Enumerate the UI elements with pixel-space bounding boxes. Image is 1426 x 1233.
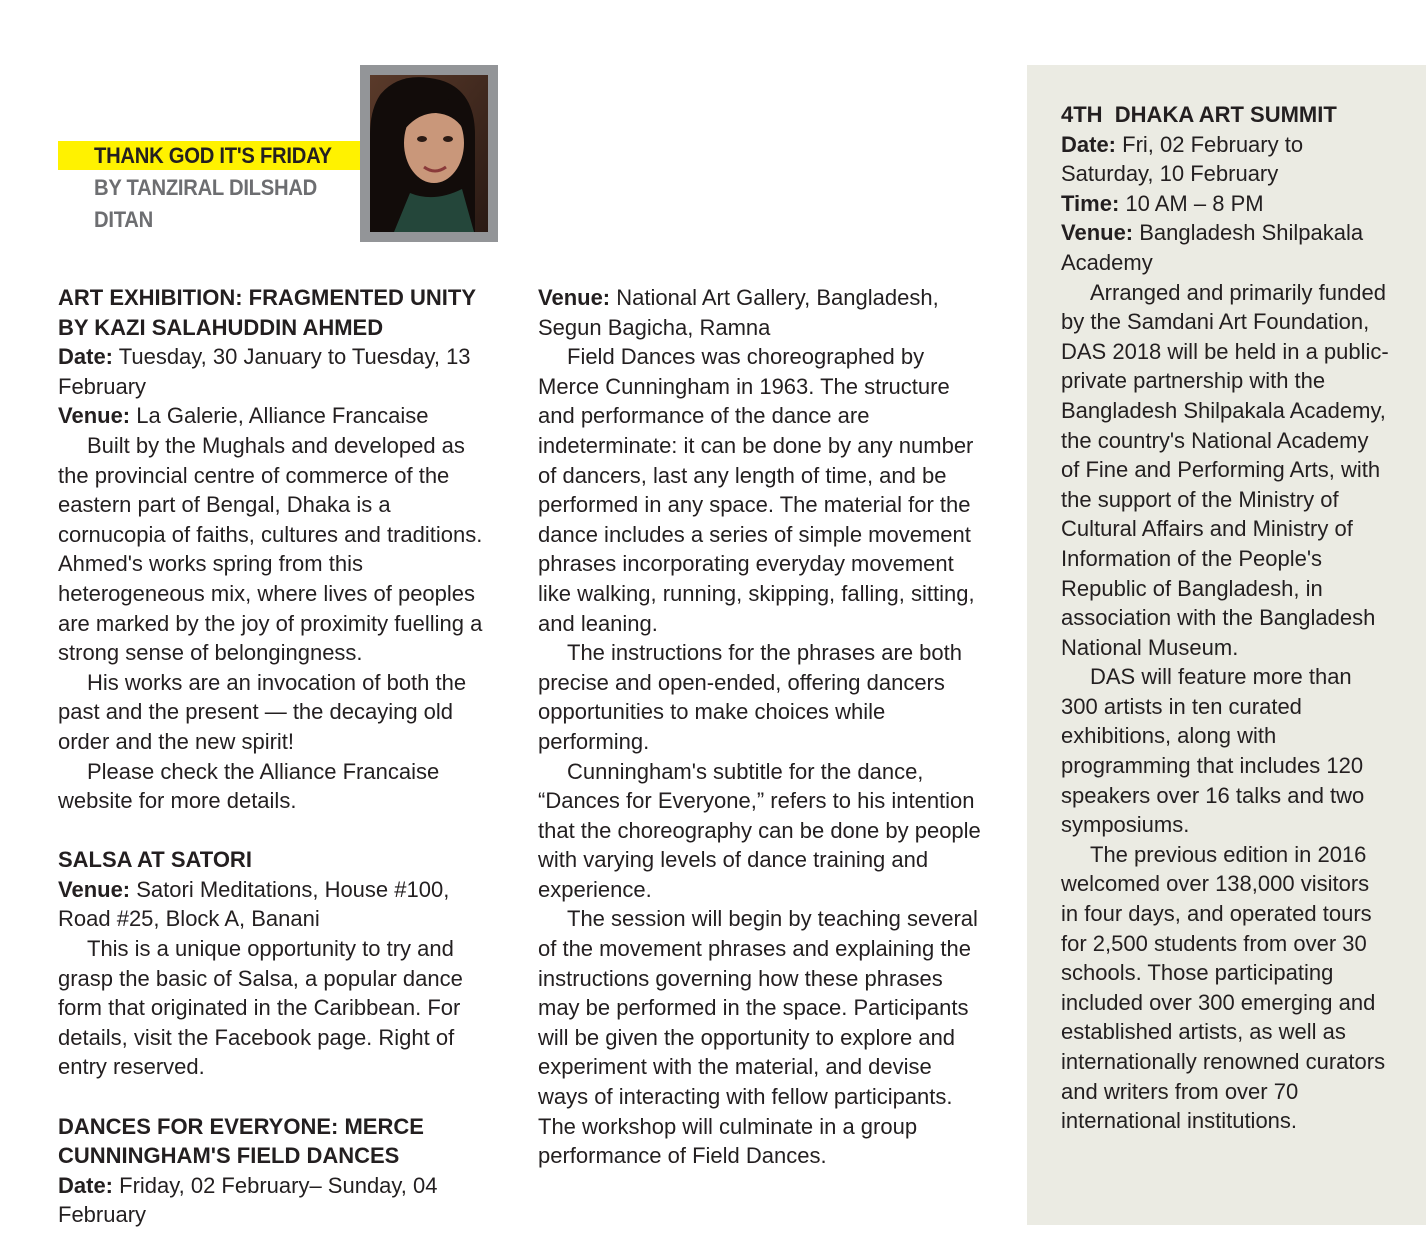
- venue-label: Venue:: [58, 876, 131, 902]
- venue-label: Venue:: [1061, 220, 1134, 246]
- date-label: Date:: [58, 1172, 114, 1198]
- date-value: Tuesday, 30 January to Tuesday, 13 February: [58, 344, 471, 399]
- paragraph: The instructions for the phrases are both precise and open-ended, offering dancers opportunities to make choices while performing.: [538, 640, 962, 754]
- paragraph: The session will begin by teaching several of the movement phrases and explaining the instructions governing how these phrases may be performed in the space. Participants will be given the opportunity to explore and experiment with the material, and devise ways of interacting with fellow participants. The workshop will culminate in a group performance of Field Dances.: [538, 906, 978, 1169]
- event-date: [58, 342, 498, 401]
- event-venue: [538, 283, 984, 342]
- venue-value: National Art Gallery, Bangladesh, Segun Bagicha, Ramna: [538, 285, 939, 340]
- event-title: SALSA AT SATORI: [58, 847, 252, 873]
- author-photo: [360, 65, 498, 242]
- venue-value: Satori Meditations, House #100, Road #25, Block A, Banani: [58, 876, 450, 932]
- paragraph: His works are an invocation of both the past and the present — the decaying old order and the new spirit!: [58, 669, 467, 754]
- time-label: Time:: [1061, 190, 1120, 216]
- venue-label: Venue:: [538, 285, 611, 310]
- venue-value: Bangladesh Shilpakala Academy: [1061, 220, 1364, 275]
- column-title: THANK GOD IT'S FRIDAY: [94, 143, 332, 168]
- paragraph: Arranged and primarily funded by the Samdani Art Foundation, DAS 2018 will be held in a public-private partnership with the Bangladesh Shilpakala Academy, the country's National Academy of Fine and Performing Arts, with the support of the Ministry of Cultural Affairs and Ministry of Information of the People's Republic of Bangladesh, in association with the Bangladesh National Museum.: [1061, 279, 1389, 660]
- event-time: [1061, 189, 1391, 219]
- paragraph: Field Dances was choreographed by Merce Cunningham in 1963. The structure and performance of the dance are indeterminate: it can be done by any number of dancers, last any length of time, and be performed in any space. The material for the dance includes a series of simple movement phrases incorporating everyday movement like walking, running, skipping, falling, sitting, and leaning.: [538, 344, 975, 636]
- portrait-image: [370, 75, 488, 232]
- paragraph: Built by the Mughals and developed as the provincial centre of commerce of the eastern part of Bengal, Dhaka is a cornucopia of faiths, cultures and traditions. Ahmed's works spring from this heterogeneous mix, where lives of peoples are marked by the joy of proximity fuelling a strong sense of belongingness.: [58, 432, 483, 666]
- column-1: [58, 283, 498, 1230]
- byline: BY TANZIRAL DILSHAD DITAN: [94, 175, 318, 232]
- paragraph: DAS will feature more than 300 artists in ten curated exhibitions, along with programming that includes 120 speakers over 16 talks and two symposiums.: [1061, 664, 1365, 838]
- event-date: [1061, 130, 1391, 189]
- paragraph: This is a unique opportunity to try and grasp the basic of Salsa, a popular dance form that originated in the Caribbean. For details, visit the Facebook page. Right of entry reserved.: [58, 936, 463, 1080]
- event-title: ART EXHIBITION: FRAGMENTED UNITY BY KAZI SALAHUDDIN AHMED: [58, 285, 476, 340]
- event-date: [58, 1171, 498, 1230]
- event-venue: [58, 401, 498, 431]
- paragraph: The previous edition in 2016 welcomed over 138,000 visitors in four days, and operated tours for 2,500 students from over 30 schools. Those participating included over 300 emerging and established artists, as well as internationally renowned curators and writers from over 70 international institutions.: [1061, 841, 1386, 1134]
- event-venue: [58, 875, 498, 934]
- venue-value: La Galerie, Alliance Francaise: [130, 403, 429, 429]
- venue-label: Venue:: [58, 403, 131, 429]
- paragraph: Please check the Alliance Francaise website for more details.: [58, 758, 440, 814]
- date-value: Friday, 02 February– Sunday, 04 February: [58, 1172, 438, 1228]
- event-venue: [1061, 218, 1391, 277]
- event-title: DANCES FOR EVERYONE: MERCE CUNNINGHAM'S FIELD DANCES: [58, 1113, 424, 1169]
- event-title: 4TH DHAKA ART SUMMIT: [1061, 102, 1337, 127]
- paragraph: Cunningham's subtitle for the dance, “Dances for Everyone,” refers to his intention that the choreography can be done by people with varying levels of dance training and experience.: [538, 758, 981, 902]
- date-value: Fri, 02 February to Saturday, 10 February: [1061, 131, 1304, 187]
- date-label: Date:: [1061, 131, 1117, 157]
- sidebar-content: [1061, 100, 1391, 1136]
- date-label: Date:: [58, 344, 114, 370]
- time-value: 10 AM – 8 PM: [1119, 190, 1264, 216]
- column-2: [538, 283, 984, 1171]
